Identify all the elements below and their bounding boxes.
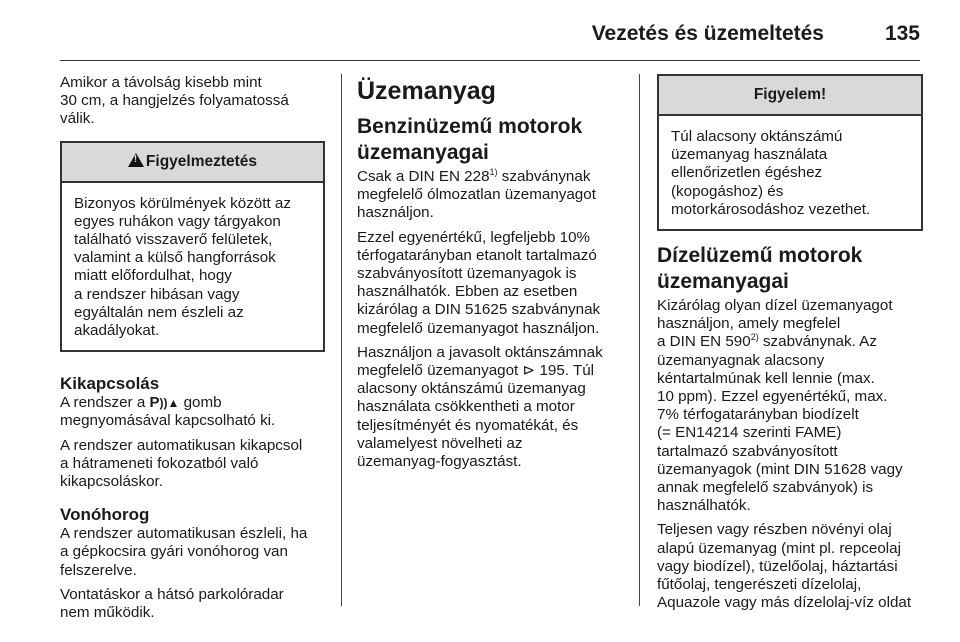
section-heading-uzemanyag: Üzemanyag [357, 77, 496, 105]
warning-body: Bizonyos körülmények között az egyes ruhákon vagy tárgyakon található visszaverő felületek, valamint a külső hangforrások miatt előfordulhat, hogy a rendszer hibásan vagy egyáltalán nem észleli az akadályokat. [74, 194, 291, 340]
footnote-2: 2) [750, 332, 759, 343]
benzin-paragraph-3: Használjon a javasolt oktánszámnak megfelelő üzemanyagot ⊳ 195. Túl alacsony oktánszámú üzemanyag használata csökkentheti a motor teljesítményét és nyomatékát, és valamelyest növelheti az üzemanyag-fogyasztást. [357, 343, 603, 471]
caution-body: Túl alacsony oktánszámú üzemanyag használata ellenőrizetlen égéshez (kopogáshoz) és motorkárosodáshoz vezethet. [671, 128, 871, 218]
page-reference-icon[interactable]: ⊳ [522, 362, 536, 380]
kikapcsolas-paragraph-2: A rendszer automatikusan kikapcsol a hátrameneti fokozatból való kikapcsoláskor. [60, 436, 303, 491]
vonohorog-heading: Vonóhorog [60, 505, 150, 525]
column-divider-right [639, 74, 640, 606]
kikapcsolas-paragraph-1: A rendszer a P))▲ gomb megnyomásával kapcsolható ki. [60, 394, 276, 430]
warning-title: Figyelmeztetés [145, 152, 258, 170]
vonohorog-paragraph-2: Vontatáskor a hátsó parkolóradar nem működik. [60, 585, 284, 622]
subheading-benzin: Benzinüzemű motorok üzemanyagai [357, 115, 583, 164]
warning-triangle-icon [128, 153, 144, 167]
kikapcsolas-heading: Kikapcsolás [60, 374, 160, 394]
header-rule [60, 60, 920, 61]
vonohorog-paragraph-1: A rendszer automatikusan észleli, ha a gépkocsira gyári vonóhorog van felszerelve. [60, 525, 308, 579]
warning-box [60, 141, 325, 353]
subheading-dizel: Dízelüzemű motorok üzemanyagai [657, 244, 863, 294]
parking-assist-button-icon: P))▲ [149, 394, 180, 412]
benzin-paragraph-1: Csak a DIN EN 228$^{1)}$ szabványnak megfelelő ólmozatlan üzemanyagot használjon. [357, 166, 596, 222]
dizel-paragraph-2: Teljesen vagy részben növényi olaj alapú üzemanyag (mint pl. repceolaj vagy biodízel), tüzelőolaj, háztartási fűtőolaj, tengerészeti dízelolaj, Aquazole vagy más dízelolaj-víz oldat [657, 521, 912, 612]
column-3 [657, 74, 923, 618]
column-1 [60, 74, 325, 628]
benzin-paragraph-2: Ezzel egyenértékű, legfeljebb 10% térfogatarányban etanolt tartalmazó szabványosított üzemanyagok is használhatók. Ebben az esetben kizárólag a DIN 51625 szabványnak megfelelő üzemanyagot használjon. [357, 228, 601, 337]
header-title: Vezetés és üzemeltetés [591, 22, 824, 45]
intro-paragraph: Amikor a távolság kisebb mint 30 cm, a hangjelzés folyamatossá válik. [60, 74, 289, 128]
caution-box [657, 74, 923, 231]
caution-header: Figyelem! [659, 76, 921, 116]
column-divider-left [341, 74, 342, 606]
page-number: 135 [884, 22, 920, 45]
column-2 [357, 74, 623, 477]
dizel-paragraph-1: Kizárólag olyan dízel üzemanyagot használjon, amely megfelel a DIN EN 590$^{2)}$ szabványnak. Az üzemanyagnak alacsony kéntartalmúnak kell lennie (max. 10 ppm). Ezzel egyenértékű, max. 7% térfogatarányban biodízelt (= EN14214 szerinti FAME) tartalmazó szabványosított üzemanyagok (mint DIN 51628 vagy annak megfelelő szabványok) is használhatók. [657, 297, 903, 515]
page-header [60, 8, 920, 56]
warning-header [62, 143, 323, 183]
footnote-1: 1) [489, 166, 498, 177]
